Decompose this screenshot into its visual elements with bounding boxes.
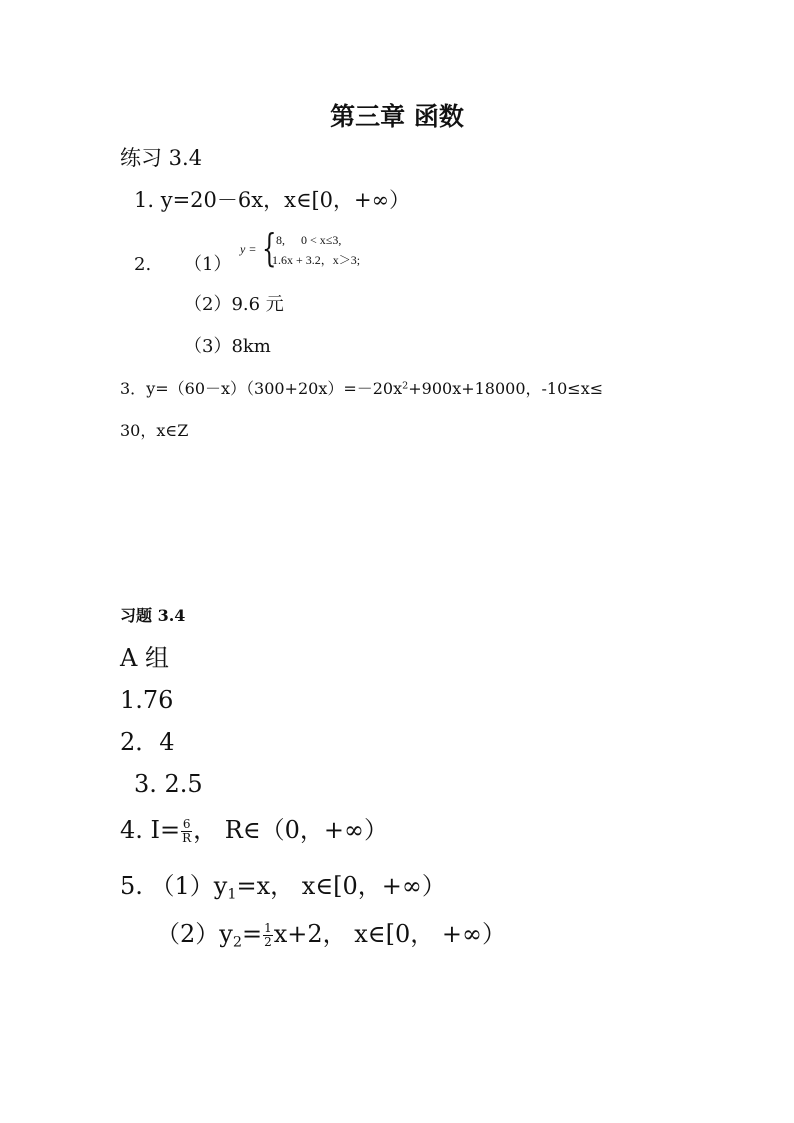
a5-fraction <box>263 922 273 948</box>
practice-q1: 1. y=20－6x，x∈[0，+∞） <box>134 188 411 212</box>
piecewise-brace: { <box>262 226 277 270</box>
a5-line2-post: x+2， x∈[0， +∞） <box>273 920 506 948</box>
exercise-answer-3: 3. 2.5 <box>134 770 203 798</box>
q3-exponent: 2 <box>402 380 409 392</box>
a4-fraction <box>181 818 192 844</box>
case1-cond: 0 < x≤3, <box>301 233 342 247</box>
case2-cond: x＞3; <box>332 253 361 267</box>
practice-q2-part2: （2）9.6 元 <box>184 294 284 315</box>
exercise-heading: 习题 3.4 <box>120 606 186 625</box>
a5-line1-post: =x， x∈[0，+∞） <box>236 872 446 900</box>
practice-q2-number: 2. <box>134 254 152 275</box>
practice-q2-part3: （3）8km <box>184 336 271 357</box>
exercise-answer-2: 2．4 <box>120 728 175 756</box>
a4-pre: 4. I= <box>120 816 181 844</box>
a4-post: ， R∈（0，+∞） <box>193 816 389 844</box>
a5-line2-pre: （2）y <box>156 920 233 948</box>
exercise-group: A 组 <box>120 644 169 672</box>
a5-line1-pre: 5. （1）y <box>120 872 228 900</box>
a5-sub2: 2 <box>232 934 242 951</box>
q3-line1-a: y=（60－x）（300+20x）=－20x <box>146 379 403 398</box>
piecewise-case-2 <box>272 254 360 266</box>
a5-fraction-denominator: 2 <box>264 935 272 949</box>
a5-fraction-numerator: 1 <box>264 921 272 936</box>
exercise-answer-1: 1.76 <box>120 686 174 714</box>
piecewise-case-1 <box>276 234 341 246</box>
case2-expr: 1.6x + 3.2， <box>272 253 333 267</box>
a5-sub1: 1 <box>227 886 237 903</box>
a4-fraction-numerator: 6 <box>182 817 191 832</box>
exercise-answer-5-line2 <box>156 922 506 949</box>
practice-q2-part1-label: （1） <box>184 254 232 275</box>
case1-expr: 8, <box>276 233 285 247</box>
q3-line1-b: +900x+18000，-10≤x≤ <box>408 379 604 398</box>
exercise-answer-5-line1 <box>120 872 446 903</box>
practice-q3-line1 <box>120 381 603 397</box>
a5-line2-mid: = <box>241 920 263 948</box>
exercise-answer-4 <box>120 818 388 845</box>
practice-q3-line2: 30，x∈Z <box>120 421 189 440</box>
chapter-title: 第三章 函数 <box>330 102 464 131</box>
a4-fraction-denominator: R <box>182 831 192 845</box>
piecewise-lhs: y = <box>240 242 257 256</box>
q3-prefix: 3． <box>120 379 147 398</box>
practice-heading: 练习 3.4 <box>120 146 203 170</box>
